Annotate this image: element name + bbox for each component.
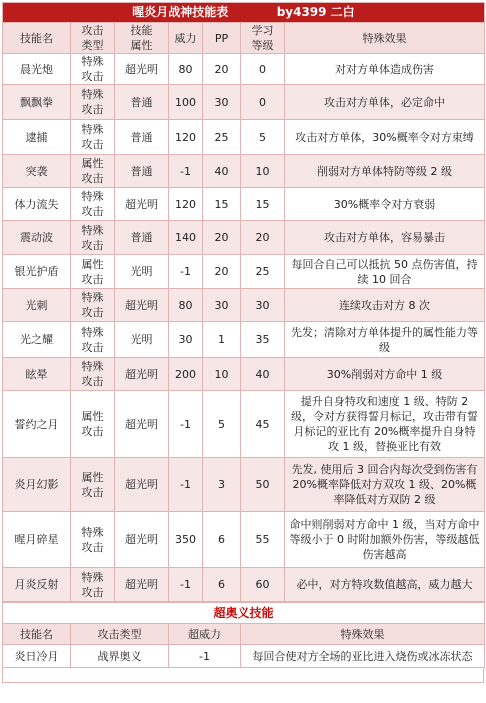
skill-type-cell: 特殊 攻击 (71, 289, 115, 322)
skill-attr-cell: 超光明 (115, 289, 169, 322)
skill-attr-cell: 普通 (115, 85, 169, 120)
skill-pp-cell: 20 (203, 221, 241, 255)
skill-type-cell: 属性 攻击 (71, 391, 115, 458)
skill-type-cell: 属性 攻击 (71, 255, 115, 289)
super-title: 超奥义技能 (3, 603, 485, 624)
skill-type-cell: 特殊 攻击 (71, 54, 115, 85)
skill-name-cell: 月炎反射 (3, 568, 71, 602)
skill-type-cell: 特殊 攻击 (71, 568, 115, 602)
skill-type-cell: 特殊 攻击 (71, 322, 115, 358)
skill-effect-cell: 攻击对方单体，必定命中 (285, 85, 485, 120)
skill-level-cell: 55 (241, 512, 285, 568)
skill-pp-cell: 25 (203, 120, 241, 155)
table-row (3, 120, 485, 155)
skill-power-cell: -1 (169, 255, 203, 289)
skill-name-cell: 光刺 (3, 289, 71, 322)
skill-pp-cell: 3 (203, 458, 241, 512)
skill-attr-cell: 光明 (115, 322, 169, 358)
skill-power-cell: 30 (169, 322, 203, 358)
skill-name-cell: 震动波 (3, 221, 71, 255)
skill-level-cell: 10 (241, 155, 285, 188)
skill-level-cell: 0 (241, 85, 285, 120)
skill-pp-cell: 10 (203, 358, 241, 391)
skill-type-cell: 特殊 攻击 (71, 358, 115, 391)
skill-type-cell: 特殊 攻击 (71, 120, 115, 155)
super-title-row (3, 603, 485, 624)
skill-table (2, 2, 485, 602)
skill-pp-cell: 6 (203, 568, 241, 602)
skill-type-cell: 特殊 攻击 (71, 512, 115, 568)
super-skill-table (2, 602, 485, 668)
super-header-effect: 特殊效果 (241, 624, 485, 645)
skill-type-cell: 特殊 攻击 (71, 188, 115, 221)
skill-effect-cell: 提升自身特攻和速度 1 级、特防 2 级，令对方获得誓月标记，攻击带有誓月标记的亚比有 20%概率提升自身特攻 1 级，替换亚比有效 (285, 391, 485, 458)
skill-power-cell: -1 (169, 155, 203, 188)
header-name: 技能名 (3, 23, 71, 54)
skill-name-cell: 光之耀 (3, 322, 71, 358)
skill-pp-cell: 40 (203, 155, 241, 188)
table-row (3, 512, 485, 568)
table-row (3, 188, 485, 221)
skill-name-cell: 逮捕 (3, 120, 71, 155)
header-pp: PP (203, 23, 241, 54)
skill-type-cell: 属性 攻击 (71, 458, 115, 512)
skill-pp-cell: 30 (203, 85, 241, 120)
skill-pp-cell: 6 (203, 512, 241, 568)
table-row (3, 358, 485, 391)
table-row (3, 289, 485, 322)
skill-effect-cell: 先发, 使用后 3 回合内每次受到伤害有 20%概率降低对方双攻 1 级、20%概率降低对方双防 2 级 (285, 458, 485, 512)
skill-effect-cell: 每回合自己可以抵抗 50 点伤害值，持续 10 回合 (285, 255, 485, 289)
skill-attr-cell: 超光明 (115, 358, 169, 391)
skill-name-cell: 晨光炮 (3, 54, 71, 85)
skill-power-cell: 200 (169, 358, 203, 391)
table-title: 暒炎月战神技能表 (132, 5, 229, 19)
skill-power-cell: -1 (169, 568, 203, 602)
skill-power-cell: 100 (169, 85, 203, 120)
skill-pp-cell: 15 (203, 188, 241, 221)
header-type: 攻击 类型 (71, 23, 115, 54)
table-row (3, 255, 485, 289)
table-bottom-edge (2, 668, 484, 683)
skill-effect-cell: 攻击对方单体，30%概率令对方束缚 (285, 120, 485, 155)
skill-pp-cell: 30 (203, 289, 241, 322)
skill-effect-cell: 削弱对方单体特防等级 2 级 (285, 155, 485, 188)
header-level: 学习 等级 (241, 23, 285, 54)
skill-level-cell: 35 (241, 322, 285, 358)
skill-attr-cell: 普通 (115, 120, 169, 155)
skill-power-cell: -1 (169, 458, 203, 512)
skill-name-cell: 誓约之月 (3, 391, 71, 458)
skill-effect-cell: 对对方单体造成伤害 (285, 54, 485, 85)
super-power: -1 (169, 645, 241, 668)
skill-level-cell: 25 (241, 255, 285, 289)
skill-power-cell: 120 (169, 120, 203, 155)
skill-power-cell: 80 (169, 54, 203, 85)
skill-name-cell: 炎月幻影 (3, 458, 71, 512)
skill-attr-cell: 超光明 (115, 391, 169, 458)
skill-pp-cell: 5 (203, 391, 241, 458)
header-attr: 技能 属性 (115, 23, 169, 54)
super-header-name: 技能名 (3, 624, 71, 645)
super-header-row (3, 624, 485, 645)
skill-pp-cell: 20 (203, 255, 241, 289)
skill-name-cell: 银光护盾 (3, 255, 71, 289)
skill-level-cell: 30 (241, 289, 285, 322)
skill-attr-cell: 超光明 (115, 512, 169, 568)
skill-table-container (2, 2, 484, 683)
skill-power-cell: 80 (169, 289, 203, 322)
skill-effect-cell: 必中，对方特攻数值越高，威力越大 (285, 568, 485, 602)
super-type: 战界奥义 (71, 645, 169, 668)
skill-level-cell: 0 (241, 54, 285, 85)
skill-level-cell: 40 (241, 358, 285, 391)
skill-attr-cell: 普通 (115, 155, 169, 188)
table-row (3, 568, 485, 602)
skill-attr-cell: 光明 (115, 255, 169, 289)
skill-power-cell: 140 (169, 221, 203, 255)
skill-name-cell: 眩晕 (3, 358, 71, 391)
skill-effect-cell: 先发；清除对方单体提升的属性能力等级 (285, 322, 485, 358)
table-title-cell (3, 3, 485, 23)
header-power: 威力 (169, 23, 203, 54)
skill-effect-cell: 连续攻击对方 8 次 (285, 289, 485, 322)
skill-type-cell: 特殊 攻击 (71, 221, 115, 255)
super-row (3, 645, 485, 668)
super-header-power: 超威力 (169, 624, 241, 645)
skill-power-cell: 350 (169, 512, 203, 568)
skill-attr-cell: 超光明 (115, 188, 169, 221)
skill-effect-cell: 命中则削弱对方命中 1 级，当对方命中等级小于 0 时附加额外伤害，等级越低伤害越高 (285, 512, 485, 568)
skill-level-cell: 5 (241, 120, 285, 155)
skill-name-cell: 体力流失 (3, 188, 71, 221)
super-header-type: 攻击类型 (71, 624, 169, 645)
header-row (3, 23, 485, 54)
skill-attr-cell: 超光明 (115, 458, 169, 512)
skill-name-cell: 飘飘拳 (3, 85, 71, 120)
table-row (3, 458, 485, 512)
super-name: 炎日冷月 (3, 645, 71, 668)
skill-name-cell: 暒月碎星 (3, 512, 71, 568)
table-row (3, 391, 485, 458)
skill-name-cell: 突袭 (3, 155, 71, 188)
table-row (3, 322, 485, 358)
skill-attr-cell: 普通 (115, 221, 169, 255)
table-title-row (3, 3, 485, 23)
table-row (3, 221, 485, 255)
skill-level-cell: 20 (241, 221, 285, 255)
skill-power-cell: -1 (169, 391, 203, 458)
skill-attr-cell: 超光明 (115, 54, 169, 85)
skill-power-cell: 120 (169, 188, 203, 221)
skill-pp-cell: 1 (203, 322, 241, 358)
table-row (3, 54, 485, 85)
skill-level-cell: 60 (241, 568, 285, 602)
skill-type-cell: 特殊 攻击 (71, 85, 115, 120)
skill-level-cell: 45 (241, 391, 285, 458)
table-row (3, 85, 485, 120)
skill-pp-cell: 20 (203, 54, 241, 85)
table-row (3, 155, 485, 188)
skill-effect-cell: 30%削弱对方命中 1 级 (285, 358, 485, 391)
skill-level-cell: 50 (241, 458, 285, 512)
header-effect: 特殊效果 (285, 23, 485, 54)
skill-effect-cell: 攻击对方单体，容易暴击 (285, 221, 485, 255)
skill-level-cell: 15 (241, 188, 285, 221)
table-author: by4399 二白 (276, 5, 355, 19)
skill-effect-cell: 30%概率令对方衰弱 (285, 188, 485, 221)
skill-type-cell: 属性 攻击 (71, 155, 115, 188)
super-effect: 每回合使对方全场的亚比进入烧伤或冰冻状态 (241, 645, 485, 668)
skill-attr-cell: 超光明 (115, 568, 169, 602)
